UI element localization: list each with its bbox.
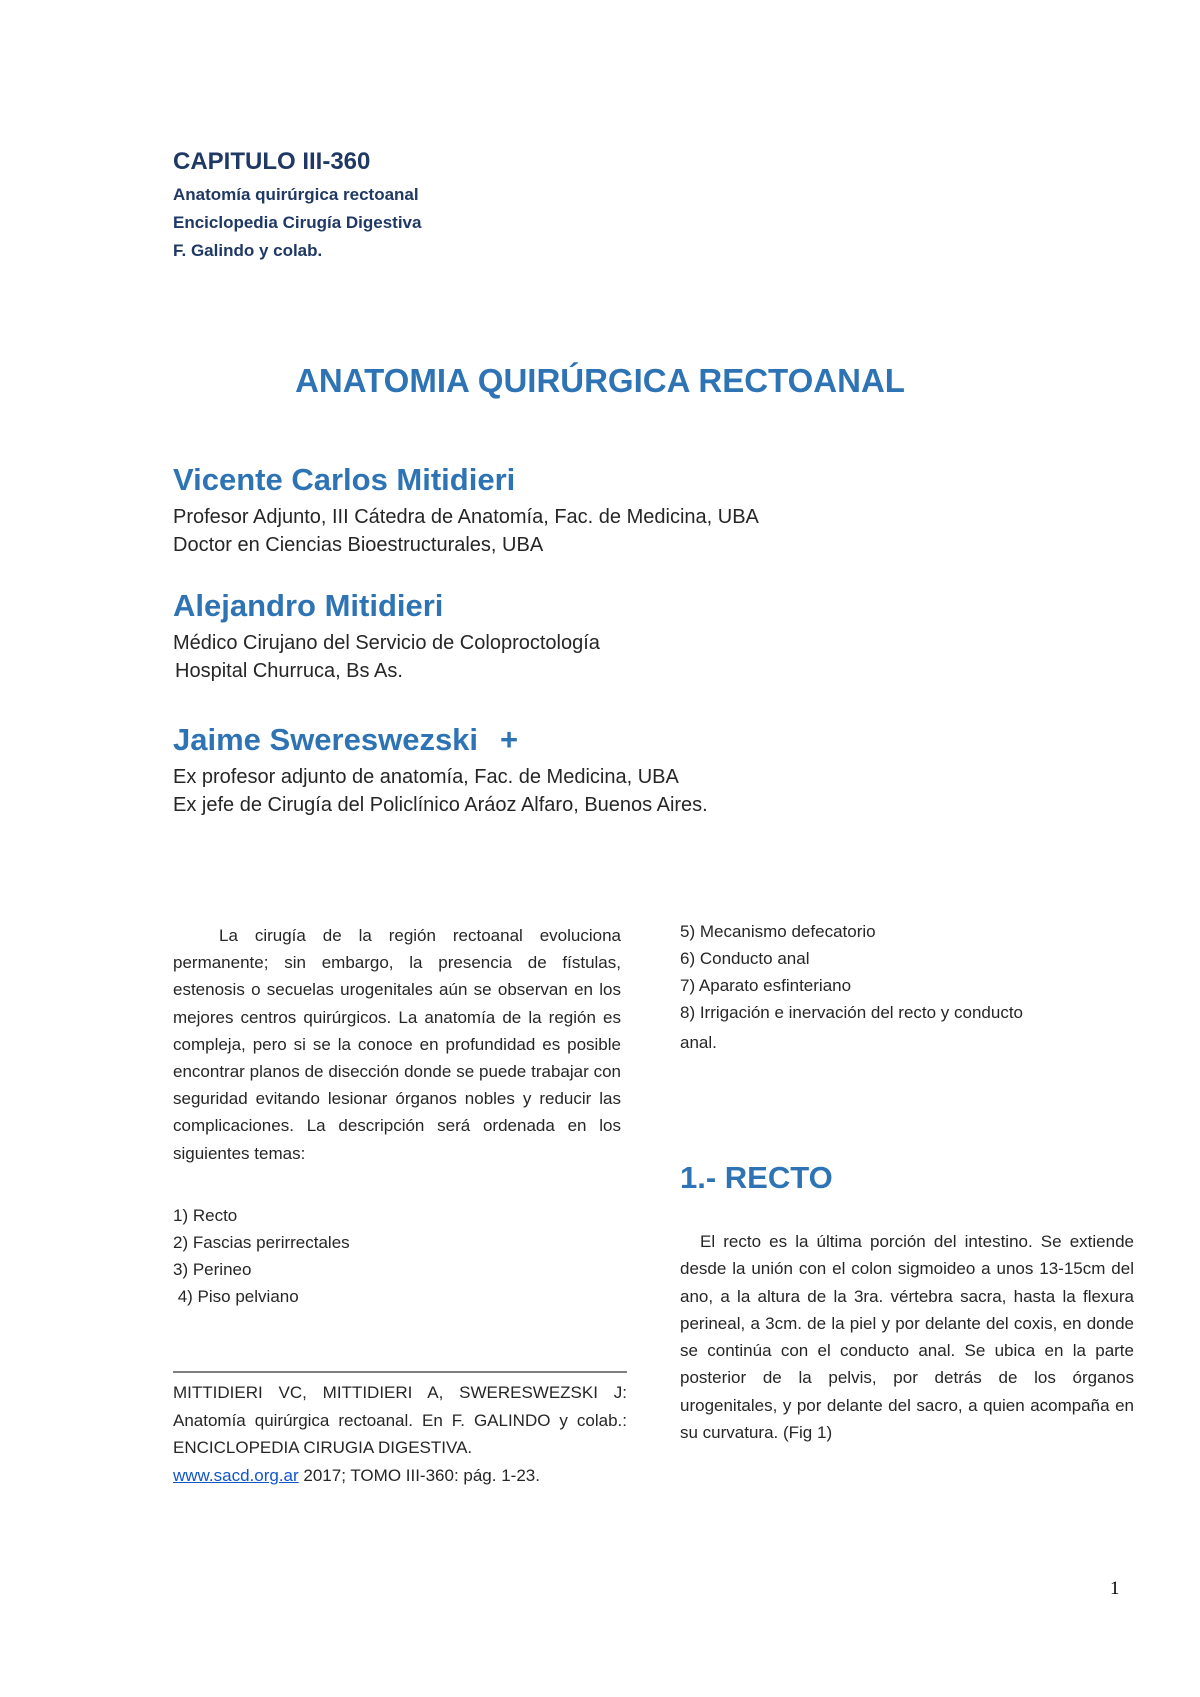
section-heading: 1.- RECTO [680,1160,833,1195]
intro-paragraph: La cirugía de la región rectoanal evoluciona permanente; sin embargo, la presencia de fístulas, estenosis o secuelas urogenitales aún se observan en los mejores centros quirúrgicos. La anatomía de la región es compleja, pero si se la conoce en profundidad es posible encontrar planos de disección donde se puede trabajar con seguridad evitando lesionar órganos nobles y reducir las complicaciones. La descripción será ordenada en los siguientes temas: [173,926,621,1163]
author-affiliation: Médico Cirujano del Servicio de Coloproctología [173,632,600,654]
author-affiliation: Ex jefe de Cirugía del Policlínico Aráoz Alfaro, Buenos Aires. [173,794,708,816]
author-affiliation: Ex profesor adjunto de anatomía, Fac. de Medicina, UBA [173,766,679,788]
author-affiliation: Profesor Adjunto, III Cátedra de Anatomía, Fac. de Medicina, UBA [173,506,759,528]
chapter-subtitle: Anatomía quirúrgica rectoanal [173,185,419,204]
list-item: 3) Perineo [173,1260,252,1279]
author-name: Alejandro Mitidieri [173,588,444,623]
list-item: 6) Conducto anal [680,949,810,968]
author-name [173,722,518,758]
author-affiliation: Doctor en Ciencias Bioestructurales, UBA [173,534,544,556]
page-number: 1 [1110,1578,1120,1599]
list-item: 7) Aparato esfinteriano [680,976,852,995]
section-paragraph: El recto es la última porción del intestino. Se extiende desde la unión con el colon sigmoideo a unos 13-15cm del ano, a la altura de la 3ra. vértebra sacra, hasta la flexura perineal, a 3cm. de la piel y por delante del coxis, en donde se continúa con el conducto anal. Se ubica en la parte posterior de la pelvis, por detrás de los órganos urogenitales, y por delante del sacro, a quien acompaña en su curvatura. (Fig 1) [680,1232,1134,1443]
list-item: 2) Fascias perirrectales [173,1233,350,1252]
citation-tail: 2017; TOMO III-360: pág. 1-23. [298,1465,540,1485]
author-name-text: Jaime Swereswezski [173,722,479,757]
citation [173,1379,627,1489]
list-item: anal. [680,1033,717,1052]
encyclopedia-name: Enciclopedia Cirugía Digestiva [173,213,422,232]
list-item: 4) Piso pelviano [173,1287,299,1306]
list-item: 5) Mecanismo defecatorio [680,922,876,941]
chapter-heading: CAPITULO III-360 [173,148,371,175]
page-title: ANATOMIA QUIRÚRGICA RECTOANAL [295,362,905,399]
citation-text: MITTIDIERI VC, MITTIDIERI A, SWERESWEZSKI J: Anatomía quirúrgica rectoanal. En F. GALINDO y colab.: ENCICLOPEDIA CIRUGIA DIGESTIVA. [173,1383,627,1457]
deceased-mark: + [500,722,519,757]
divider [173,1371,627,1373]
list-item: 1) Recto [173,1206,238,1225]
editor-credit: F. Galindo y colab. [173,241,323,260]
list-item: 8) Irrigación e inervación del recto y conducto [680,1003,1024,1022]
author-affiliation: Hospital Churruca, Bs As. [175,660,403,682]
author-name: Vicente Carlos Mitidieri [173,462,516,497]
sacd-website-link[interactable]: www.sacd.org.ar [173,1465,299,1485]
